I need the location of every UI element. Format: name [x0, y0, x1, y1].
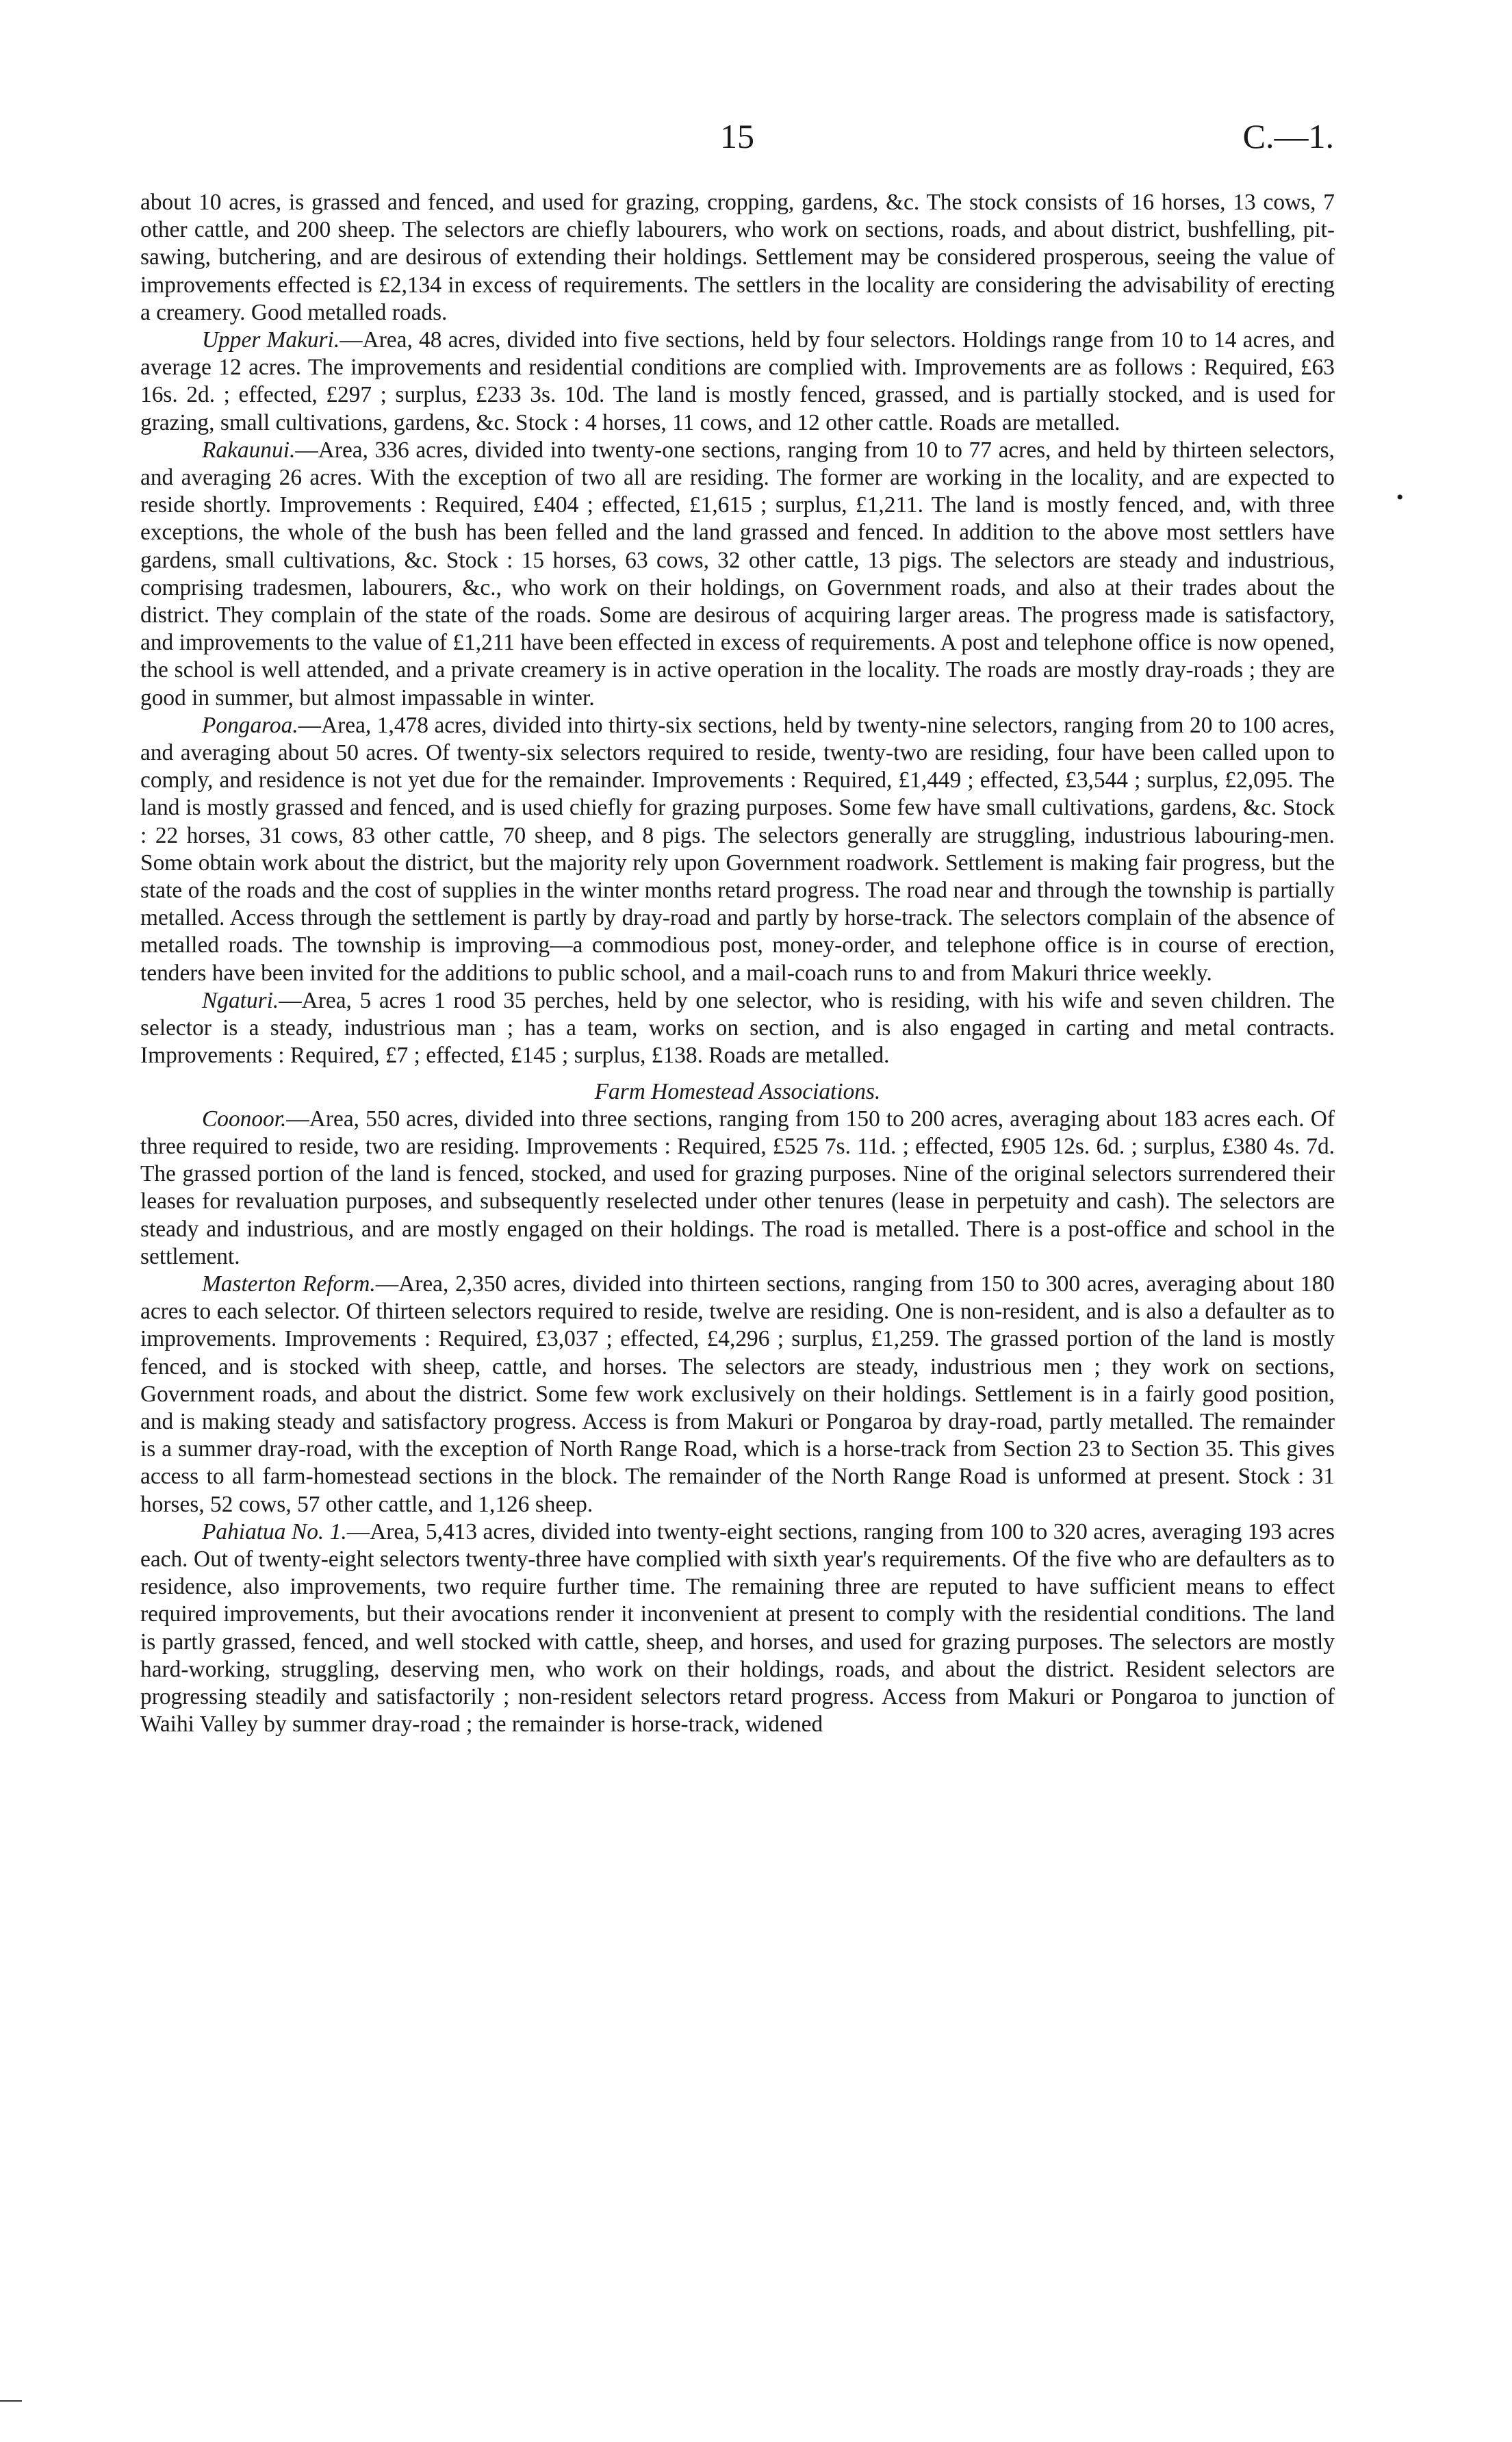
paragraph-coonoor [140, 1106, 1335, 1271]
document-reference: C.—1. [1242, 117, 1334, 155]
place-name: Masterton Reform. [202, 1271, 376, 1297]
paragraph-continued [140, 189, 1335, 327]
paragraph-text: —Area, 5 acres 1 rood 35 perches, held by one selector, who is residing, with his wife and seven children. The selector is a steady, industrious man ; has a team, works on section, and is also engaged in carting and metal contracts. Improvements : Required, £7 ; effected, £145 ; surplus, £138. Roads are metalled. [140, 987, 1335, 1069]
paragraph-text: about 10 acres, is grassed and fenced, and used for grazing, cropping, gardens, &c. The stock consists of 16 horses, 13 cows, 7 other cattle, and 200 sheep. The selectors are chiefly labourers, who work on sections, roads, and about district, bushfelling, pit-sawing, butchering, and are desirous of extending their holdings. Settlement may be considered prosperous, seeing the value of improvements effected is £2,134 in excess of requirements. The settlers in the locality are considering the advisability of erecting a creamery. Good metalled roads. [140, 190, 1335, 325]
place-name: Coonoor. [202, 1106, 287, 1132]
paragraph-text: —Area, 550 acres, divided into three sections, ranging from 150 to 200 acres, averaging about 183 acres each. Of three required to reside, two are residing. Improvements : Required, £525 7s. 11d. ; effected, £905 12s. 6d. ; surplus, £380 4s. 7d. The grassed portion of the land is fenced, stocked, and used for grazing purposes. Nine of the original selectors surrendered their leases for revaluation purposes, and subsequently reselected under other tenures (lease in perpetuity and cash). The selectors are steady and industrious, and are mostly engaged on their holdings. The road is metalled. There is a post-office and school in the settlement. [140, 1106, 1335, 1269]
paragraph-ngaturi [140, 987, 1335, 1070]
paragraph-text: —Area, 5,413 acres, divided into twenty-eight sections, ranging from 100 to 320 acres, averaging 193 acres each. Out of twenty-eight selectors twenty-three have complied with sixth year's requirements. Of the five who are defaulters as to residence, also improvements, two require further time. The remaining three are reputed to have sufficient means to effect required improvements, but their avocations render it inconvenient at present to comply with the residential conditions. The land is partly grassed, fenced, and well stocked with cattle, sheep, and horses, and used for grazing purposes. The selectors are mostly hard-working, struggling, deserving men, who work on their holdings, roads, and about the district. Resident selectors are progressing steadily and satisfactorily ; non-resident selectors retard progress. Access from Makuri or Pongaroa to junction of Waihi Valley by summer dray-road ; the remainder is horse-track, widened [140, 1518, 1335, 1738]
place-name: Upper Makuri. [202, 327, 340, 353]
paragraph-text: —Area, 2,350 acres, divided into thirteen sections, ranging from 150 to 300 acres, averaging about 180 acres to each selector. Of thirteen selectors required to reside, twelve are residing. One is non-resident, and is also a defaulter as to improvements. Improvements : Required, £3,037 ; effected, £4,296 ; surplus, £1,259. The grassed portion of the land is mostly fenced, and is stocked with sheep, cattle, and horses. The selectors are steady, industrious men ; they work on sections, Government roads, and about the district. Some few work exclusively on their holdings. Settlement is in a fairly good position, and is making steady and satisfactory progress. Access is from Makuri or Pongaroa by dray-road, partly metalled. The remainder is a summer dray-road, with the exception of North Range Road, which is a horse-track from Section 23 to Section 35. This gives access to all farm-homestead sections in the block. The remainder of the North Range Road is unformed at present. Stock : 31 horses, 52 cows, 57 other cattle, and 1,126 sheep. [140, 1271, 1335, 1517]
paragraph-masterton-reform [140, 1271, 1335, 1518]
paragraph-pongaroa [140, 712, 1335, 987]
body-text [140, 189, 1335, 1738]
place-name: Pongaroa. [202, 712, 298, 738]
paragraph-pahiatua-no-1 [140, 1518, 1335, 1739]
section-heading: Farm Homestead Associations. [594, 1078, 881, 1104]
paragraph-text: —Area, 1,478 acres, divided into thirty-six sections, held by twenty-nine selectors, ranging from 20 to 100 acres, and averaging about 50 acres. Of twenty-six selectors required to reside, twenty-two are residing, four have been called upon to comply, and residence is not yet due for the remainder. Improvements : Required, £1,449 ; effected, £3,544 ; surplus, £2,095. The land is mostly grassed and fenced, and is used chiefly for grazing purposes. Some few have small cultivations, gardens, &c. Stock : 22 horses, 31 cows, 83 other cattle, 70 sheep, and 8 pigs. The selectors generally are struggling, industrious labouring-men. Some obtain work about the district, but the majority rely upon Government roadwork. Settlement is making fair progress, but the state of the roads and the cost of supplies in the winter months retard progress. The road near and through the township is partially metalled. Access through the settlement is partly by dray-road and partly by horse-track. The selectors complain of the absence of metalled roads. The township is improving—a commodious post, money-order, and telephone office is in course of erection, tenders have been invited for the additions to public school, and a mail-coach runs to and from Makuri thrice weekly. [140, 712, 1335, 986]
paragraph-upper-makuri [140, 327, 1335, 437]
margin-mark: • [1396, 486, 1404, 509]
paragraph-rakaunui [140, 437, 1335, 712]
paragraph-text: —Area, 336 acres, divided into twenty-one sections, ranging from 10 to 77 acres, and held by thirteen selectors, and averaging 26 acres. With the exception of two all are residing. The former are working in the locality, and are expected to reside shortly. Improvements : Required, £404 ; effected, £1,615 ; surplus, £1,211. The land is mostly fenced, and, with three exceptions, the whole of the bush has been felled and the land grassed and fenced. In addition to the above most settlers have gardens, small cultivations, &c. Stock : 15 horses, 63 cows, 32 other cattle, 13 pigs. The selectors are steady and industrious, comprising tradesmen, labourers, &c., who work on their holdings, on Government roads, and also at their trades about the district. They complain of the state of the roads. Some are desirous of acquiring larger areas. The progress made is satisfactory, and improvements to the value of £1,211 have been effected in excess of requirements. A post and telephone office is now opened, the school is well attended, and a private creamery is in active operation in the locality. The roads are mostly dray-roads ; they are good in summer, but almost impassable in winter. [140, 437, 1335, 711]
page-number: 15 [720, 117, 754, 155]
paragraph-text: —Area, 48 acres, divided into five sections, held by four selectors. Holdings range from 10 to 14 acres, and average 12 acres. The improvements and residential conditions are complied with. Improvements are as follows : Required, £63 16s. 2d. ; effected, £297 ; surplus, £233 3s. 10d. The land is mostly fenced, grassed, and is partially stocked, and is used for grazing, small cultivations, gardens, &c. Stock : 4 horses, 11 cows, and 12 other cattle. Roads are metalled. [140, 327, 1335, 435]
place-name: Rakaunui. [202, 437, 296, 463]
place-name: Pahiatua No. 1. [202, 1518, 347, 1544]
page-header [0, 116, 1512, 164]
margin-tick [0, 2400, 22, 2402]
place-name: Ngaturi. [202, 987, 279, 1013]
